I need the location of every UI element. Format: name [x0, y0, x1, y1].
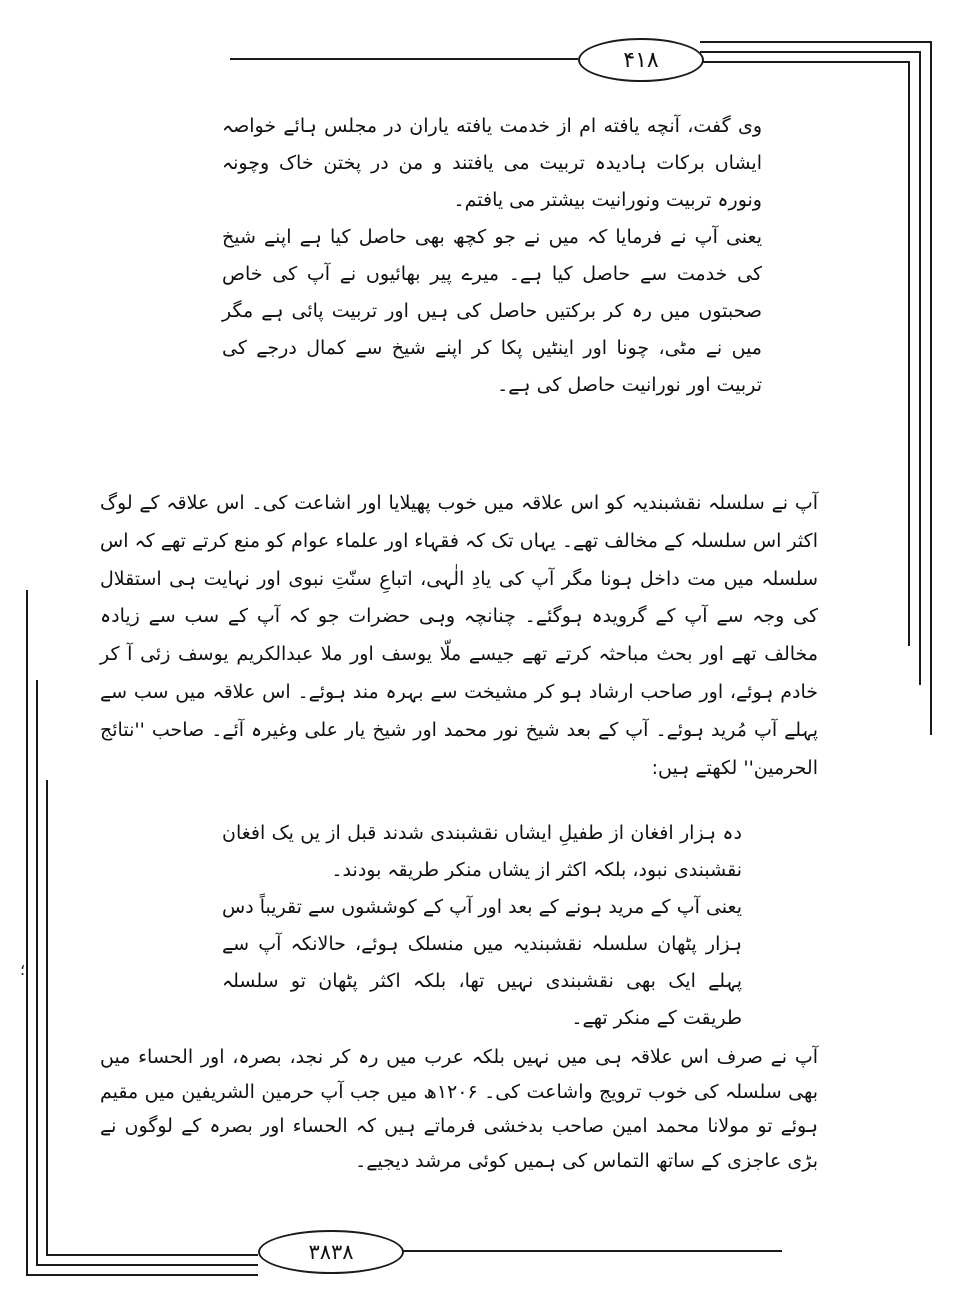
persian-quote: دہ ہزار افغان از طفیلِ ایشاں نقشبندی شدند قبل از یں یک افغان نقشبندی نبود، بلکہ اکثر از یشاں منکر طریقہ بودند۔	[222, 822, 742, 881]
quotation-block-2	[222, 815, 742, 1037]
frame-line	[26, 1274, 258, 1276]
frame-line	[36, 680, 38, 1265]
page-number: ۴۱۸	[623, 47, 659, 73]
frame-line	[26, 590, 28, 1275]
body-paragraph	[100, 485, 818, 787]
frame-line	[700, 61, 910, 63]
frame-line	[700, 51, 921, 53]
urdu-translation: یعنی آپ کے مرید ہونے کے بعد اور آپ کے کوششوں سے تقریباً دس ہزار پٹھان سلسلہ نقشبندیہ میں منسلک ہوئے، حالانکہ آپ سے پہلے ایک بھی نقشبندی نہیں تھا، بلکہ اکثر پٹھان تو سلسلہ طریقت کے منکر تھے۔	[222, 896, 742, 1029]
frame-line	[36, 1264, 258, 1266]
body-text: آپ نے صرف اس علاقہ ہی میں نہیں بلکہ عرب میں رہ کر نجد، بصرہ، اور الحساء میں بھی سلسلہ کی خوب ترویج واشاعت کی۔ ۱۲۰۶ھ میں جب آپ حرمین الشریفین میں مقیم ہوئے تو مولانا محمد امین صاحب بدخشی فرماتے ہیں کہ الحساء اور بصرہ کے لوگوں نے بڑی عاجزی کے ساتھ التماس کی ہمیں کوئی مرشد دیجیے۔	[100, 1046, 818, 1172]
footer-number: ۳۸۳۸	[308, 1240, 354, 1264]
frame-line	[700, 41, 932, 43]
frame-line	[46, 1254, 258, 1256]
frame-line	[930, 41, 932, 735]
footer-number-badge	[258, 1230, 404, 1274]
body-text: آپ نے سلسلہ نقشبندیہ کو اس علاقہ میں خوب پھیلایا اور اشاعت کی۔ اس علاقہ کے لوگ اکثر اس سلسلہ کے مخالف تھے۔ یہاں تک کہ فقہاء اور علماء عوام کو منع کرتے تھے کہ اس سلسلہ میں مت داخل ہونا مگر آپ کی یادِ الٰہی، اتباعِ سنّتِ نبوی اور نہایت ہی استقلال کی وجہ سے آپ کے گرویدہ ہوگئے۔ چنانچہ وہی حضرات جو کہ آپ کے سب سے زیادہ مخالف تھے اور بحث مباحثہ کرتے تھے جیسے ملّا یوسف اور ملا عبدالکریم یوسف زئی آ کر خادم ہوئے، اور صاحب ارشاد ہو کر مشیخت سے بہرہ مند ہوئے۔ اس علاقہ میں سب سے پہلے آپ مُرید ہوئے۔ آپ کے بعد شیخ نور محمد اور شیخ یار علی وغیرہ آئے۔ صاحب ''نتائج الحرمین'' لکھتے ہیں:	[100, 492, 818, 779]
page-number-badge	[578, 38, 704, 82]
frame-line	[230, 58, 578, 60]
frame-line	[46, 780, 48, 1255]
urdu-translation: یعنی آپ نے فرمایا کہ میں نے جو کچھ بھی حاصل کیا ہے اپنے شیخ کی خدمت سے حاصل کیا ہے۔ میرے پیر بھائیوں نے آپ کی خاص صحبتوں میں رہ کر برکتیں حاصل کی ہیں اور تربیت پائی ہے مگر میں نے مٹی، چونا اور اینٹیں پکا کر اپنے شیخ سے کمال درجے کی تربیت اور نورانیت حاصل کی ہے۔	[222, 226, 762, 396]
frame-line	[400, 1250, 782, 1252]
margin-mark: ؛	[20, 960, 26, 979]
closing-paragraph	[100, 1040, 818, 1178]
frame-line	[919, 51, 921, 685]
quotation-block-1	[222, 108, 762, 404]
persian-quote: وی گفت، آنچه یافته ام از خدمت یافته یاران در مجلس ہائے خواصہ ایشاں برکات ہادیدہ تربیت می یافتند و من در پختن خاک وچونہ ونورہ تربیت ونورانیت بیشتر می یافتم۔	[222, 115, 762, 211]
frame-line	[908, 61, 910, 646]
